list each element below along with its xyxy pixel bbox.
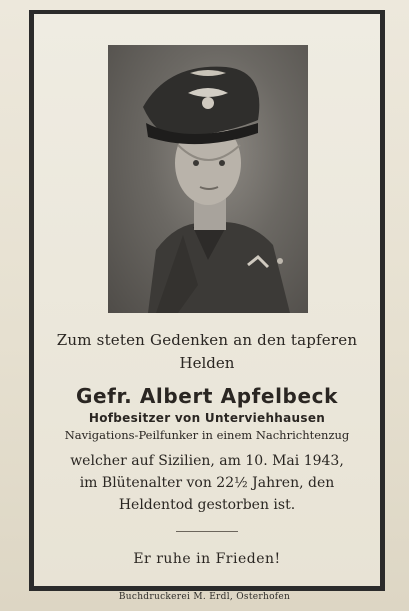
death-details-line-3: Heldentod gestorben ist. xyxy=(118,497,296,513)
printer-imprint: Buchdruckerei M. Erdl, Osterhofen xyxy=(118,592,291,602)
soldier-portrait-photo xyxy=(108,45,308,313)
dedication-line-2: Helden xyxy=(179,354,235,372)
death-details-line-1: welcher auf Sizilien, am 10. Mai 1943, xyxy=(70,453,344,469)
deceased-name: Gefr. Albert Apfelbeck xyxy=(75,384,338,408)
divider-rule xyxy=(176,531,238,532)
dedication-line-1: Zum steten Gedenken an den tapferen xyxy=(56,331,358,349)
portrait-illustration xyxy=(108,45,308,313)
closing-blessing: Er ruhe in Frieden! xyxy=(133,551,281,567)
death-details-line-2: im Blütenalter von 22½ Jahren, den xyxy=(79,475,335,491)
occupation-line: Hofbesitzer von Unterviehhausen xyxy=(88,411,326,425)
military-unit-line: Navigations-Peilfunker in einem Nachrichtenzug xyxy=(64,428,350,442)
